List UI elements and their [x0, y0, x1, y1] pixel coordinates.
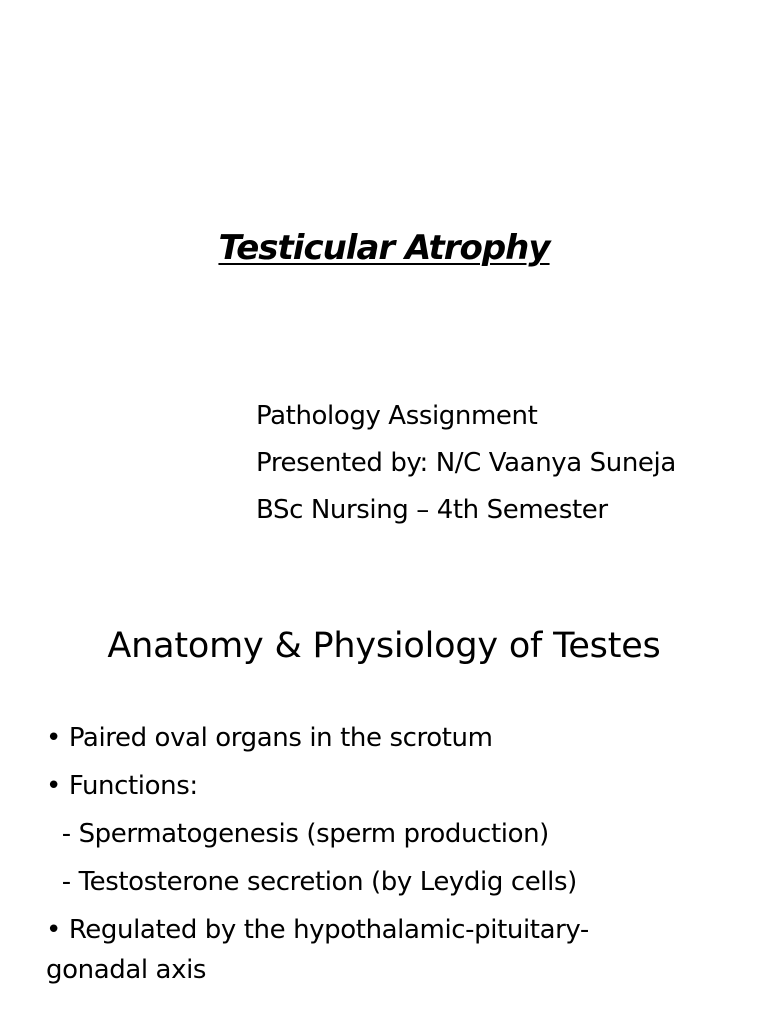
bullet-marker: • [46, 771, 61, 801]
content-slide [0, 590, 768, 1024]
bullet-text: Functions: [68, 771, 198, 801]
bullet-item [46, 910, 686, 990]
sub-item [46, 858, 686, 906]
bullet-item [46, 762, 686, 810]
sub-item-text: - Spermatogenesis (sperm production) [61, 819, 549, 849]
subtitle-line-presenter: Presented by: N/C Vaanya Suneja [256, 448, 676, 478]
sub-item [46, 810, 686, 858]
bullet-text: Paired oval organs in the scrotum [68, 723, 493, 753]
sub-item-text: - Testosterone secretion (by Leydig cells) [61, 867, 577, 897]
bullet-list [46, 714, 686, 990]
bullet-marker: • [46, 915, 61, 945]
subtitle-line-assignment: Pathology Assignment [256, 401, 538, 431]
bullet-marker: • [46, 723, 61, 753]
subtitle-line-course: BSc Nursing – 4th Semester [256, 495, 608, 525]
bullet-text: Regulated by the hypothalamic-pituitary-gonadal axis [46, 915, 589, 985]
slide-title: Testicular Atrophy [218, 228, 550, 268]
section-heading: Anatomy & Physiology of Testes [107, 626, 661, 666]
subtitle-block [256, 393, 676, 534]
bullet-item [46, 714, 686, 762]
